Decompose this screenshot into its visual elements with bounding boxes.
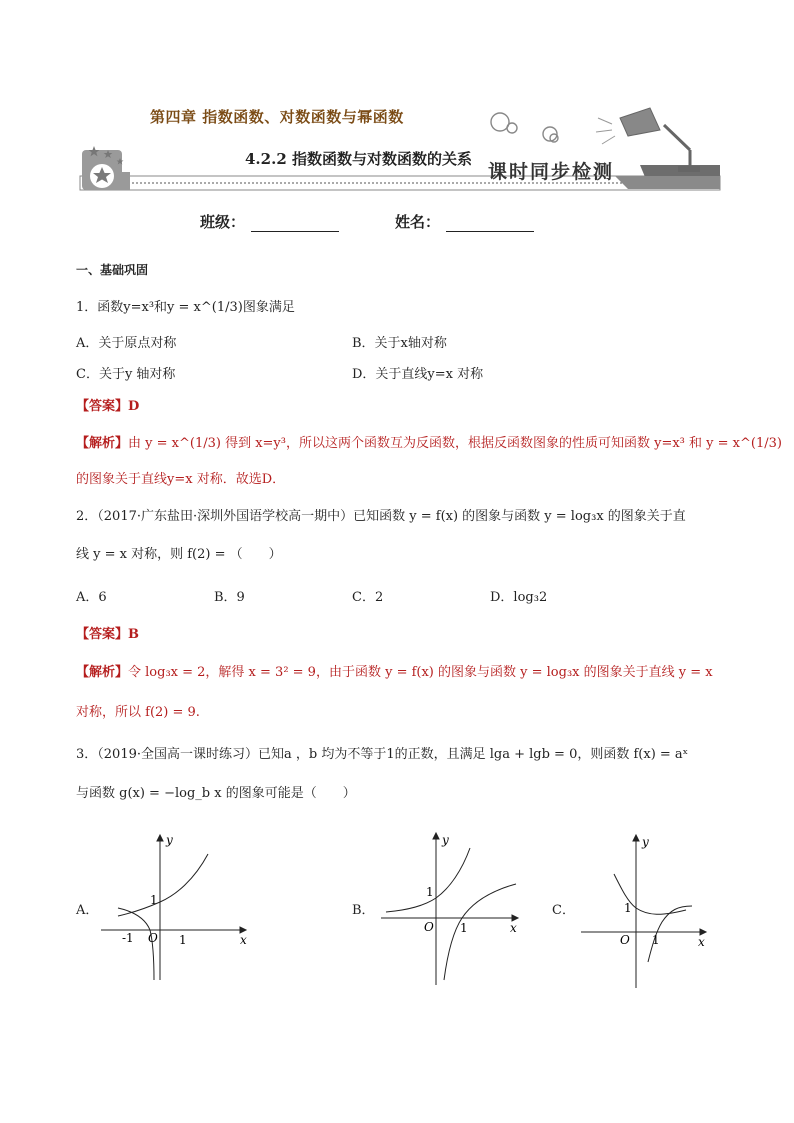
graph-a-origin: O	[148, 931, 158, 945]
graph-c-one-y: 1	[624, 901, 632, 915]
name-label: 姓名：	[395, 213, 441, 231]
lesson-subtitle: 4.2.2 指数函数与对数函数的关系	[245, 150, 472, 168]
chapter-title: 第四章 指数函数、对数函数与幂函数	[150, 108, 404, 126]
section-heading: 一、基础巩固	[76, 263, 149, 277]
q2-analysis-line1	[76, 661, 713, 680]
graph-b-y-label: y	[442, 833, 449, 847]
name-blank[interactable]	[446, 217, 534, 232]
q1-analysis-line1	[76, 432, 782, 451]
graph-a-y-label: y	[166, 833, 173, 847]
q1-option-b: B．关于x轴对称	[352, 336, 447, 351]
q2-option-a: A．6	[76, 590, 107, 605]
q2-analysis-line2: 对称，所以 f(2) = 9.	[76, 705, 200, 720]
q1-answer: 【答案】D	[76, 399, 140, 414]
q1-option-c: C．关于y 轴对称	[76, 367, 176, 382]
q3-stem-line1: 3．（2019·全国高一课时练习）已知a ，b 均为不等于1的正数，且满足 lga + lgb = 0，则函数 f(x) = aˣ	[76, 747, 689, 762]
q2-option-b: B．9	[214, 590, 245, 605]
q2-stem-line2: 线 y = x 对称，则 f(2) = （ ）	[76, 547, 282, 562]
graph-a-one-x: 1	[179, 933, 187, 947]
class-field	[200, 211, 339, 232]
q2-answer: 【答案】B	[76, 627, 139, 642]
q1-analysis-tag: 【解析】	[76, 436, 129, 451]
q1-analysis-text1: 由 y = x^(1/3) 得到 x=y³，所以这两个函数互为反函数，根据反函数图象的性质可知函数 y=x³ 和 y = x^(1/3)	[128, 436, 782, 451]
graph-b-one-x: 1	[460, 921, 468, 935]
graph-c-one-x: 1	[652, 933, 660, 947]
banner-title: 课时同步检测	[488, 161, 615, 183]
graph-b-x-label: x	[510, 921, 517, 935]
graph-a-x-label: x	[240, 933, 247, 947]
class-blank[interactable]	[251, 217, 339, 232]
q1-analysis-line2: 的图象关于直线y=x 对称．故选D．	[76, 472, 286, 487]
desk-lamp-icon	[620, 108, 700, 172]
name-field	[395, 211, 534, 232]
q1-option-d: D．关于直线y=x 对称	[352, 367, 484, 382]
graph-b-one-y: 1	[426, 885, 434, 899]
q3-stem-line2: 与函数 g(x) = −log_b x 的图象可能是（ ）	[76, 786, 356, 801]
class-label: 班级：	[200, 213, 246, 231]
q2-analysis-text1: 令 log₃x = 2，解得 x = 3² = 9，由于函数 y = f(x) 的图象与函数 y = log₃x 的图象关于直线 y = x	[128, 665, 713, 680]
graph-b-label[interactable]: B．	[352, 903, 375, 918]
bubbles-icon	[491, 113, 558, 142]
q2-analysis-tag: 【解析】	[76, 665, 129, 680]
q1-option-a: A．关于原点对称	[76, 336, 177, 351]
graph-c-y-label: y	[642, 835, 649, 849]
graph-c-x-label: x	[698, 935, 705, 949]
graph-a-one-y: 1	[150, 893, 158, 907]
star-badge-icon	[82, 146, 130, 190]
q2-option-c: C．2	[352, 590, 384, 605]
graph-a-neg-one: -1	[122, 931, 134, 945]
graph-a-label[interactable]: A．	[76, 903, 99, 918]
q1-stem: 1．函数y=x³和y = x^(1/3)图象满足	[76, 300, 295, 315]
q2-stem-line1: 2．（2017·广东盐田·深圳外国语学校高一期中）已知函数 y = f(x) 的图象与函数 y = log₃x 的图象关于直	[76, 509, 686, 524]
graph-c[interactable]	[578, 830, 718, 990]
graph-b[interactable]	[378, 830, 528, 990]
graph-c-label[interactable]: C．	[552, 903, 575, 918]
header-decoration	[0, 0, 794, 200]
graph-b-origin: O	[424, 920, 434, 934]
graph-a[interactable]	[96, 830, 256, 990]
q2-option-d: D．log₃2	[490, 590, 548, 605]
graph-c-origin: O	[620, 933, 630, 947]
